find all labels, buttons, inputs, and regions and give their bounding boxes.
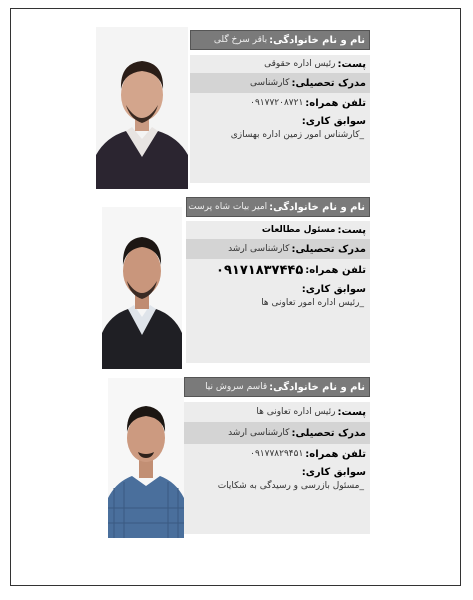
- name-value: امیر بیات شاه پرست: [188, 202, 268, 212]
- name-value: قاسم سروش نیا: [205, 382, 268, 392]
- phone-row: [186, 259, 370, 281]
- name-row: [186, 197, 370, 217]
- person-info-2: [186, 197, 370, 363]
- education-row: [186, 239, 370, 259]
- name-label: نام و نام خانوادگی:: [269, 201, 365, 213]
- history-value: _مسئول بازرسی و رسیدگی به شکایات: [217, 481, 364, 491]
- history-block: [190, 113, 370, 183]
- position-value: رئیس اداره تعاونی ها: [256, 407, 336, 417]
- name-label: نام و نام خانوادگی:: [269, 381, 365, 393]
- history-label: سوابق کاری:: [301, 284, 366, 295]
- education-value: کارشناسی ارشد: [228, 428, 290, 438]
- person-info-3: [184, 377, 370, 534]
- phone-label: تلفن همراه:: [305, 448, 366, 460]
- education-row: [184, 422, 370, 444]
- history-value: _کارشناس امور زمین اداره بهسازی: [230, 130, 364, 140]
- education-label: مدرک تحصیلی:: [291, 243, 366, 255]
- education-label: مدرک تحصیلی:: [291, 77, 366, 89]
- phone-row: [184, 444, 370, 464]
- person-photo-1: [96, 27, 188, 189]
- education-value: کارشناسی ارشد: [228, 244, 290, 254]
- history-block: [184, 464, 370, 534]
- name-label: نام و نام خانوادگی:: [269, 34, 365, 46]
- position-label: پست:: [337, 58, 366, 70]
- education-value: کارشناسی: [250, 78, 290, 88]
- phone-value: ۰۹۱۷۷۲۰۸۷۲۱: [250, 98, 304, 108]
- position-value: مسئول مطالعات: [261, 225, 336, 235]
- history-label: سوابق کاری:: [301, 116, 366, 127]
- name-row: [190, 30, 370, 50]
- position-label: پست:: [337, 224, 366, 236]
- phone-value: ۰۹۱۷۷۸۲۹۴۵۱: [250, 449, 304, 459]
- position-row: [190, 55, 370, 73]
- phone-label: تلفن همراه:: [305, 264, 366, 276]
- person-photo-3: [108, 378, 184, 538]
- name-value: باقر سرخ گلی: [213, 35, 268, 45]
- name-row: [184, 377, 370, 397]
- history-block: [186, 281, 370, 363]
- position-label: پست:: [337, 406, 366, 418]
- person-photo-2: [102, 207, 182, 369]
- phone-row: [190, 93, 370, 113]
- history-value: _رئیس اداره امور تعاونی ها: [261, 298, 364, 308]
- history-label: سوابق کاری:: [301, 467, 366, 478]
- position-value: رئیس اداره حقوقی: [264, 59, 336, 69]
- phone-label: تلفن همراه:: [305, 97, 366, 109]
- education-row: [190, 73, 370, 93]
- phone-value: ۰۹۱۷۱۸۳۷۴۴۵: [216, 262, 304, 278]
- position-row: [186, 221, 370, 239]
- education-label: مدرک تحصیلی:: [291, 427, 366, 439]
- position-row: [184, 402, 370, 422]
- person-info-1: [190, 30, 370, 183]
